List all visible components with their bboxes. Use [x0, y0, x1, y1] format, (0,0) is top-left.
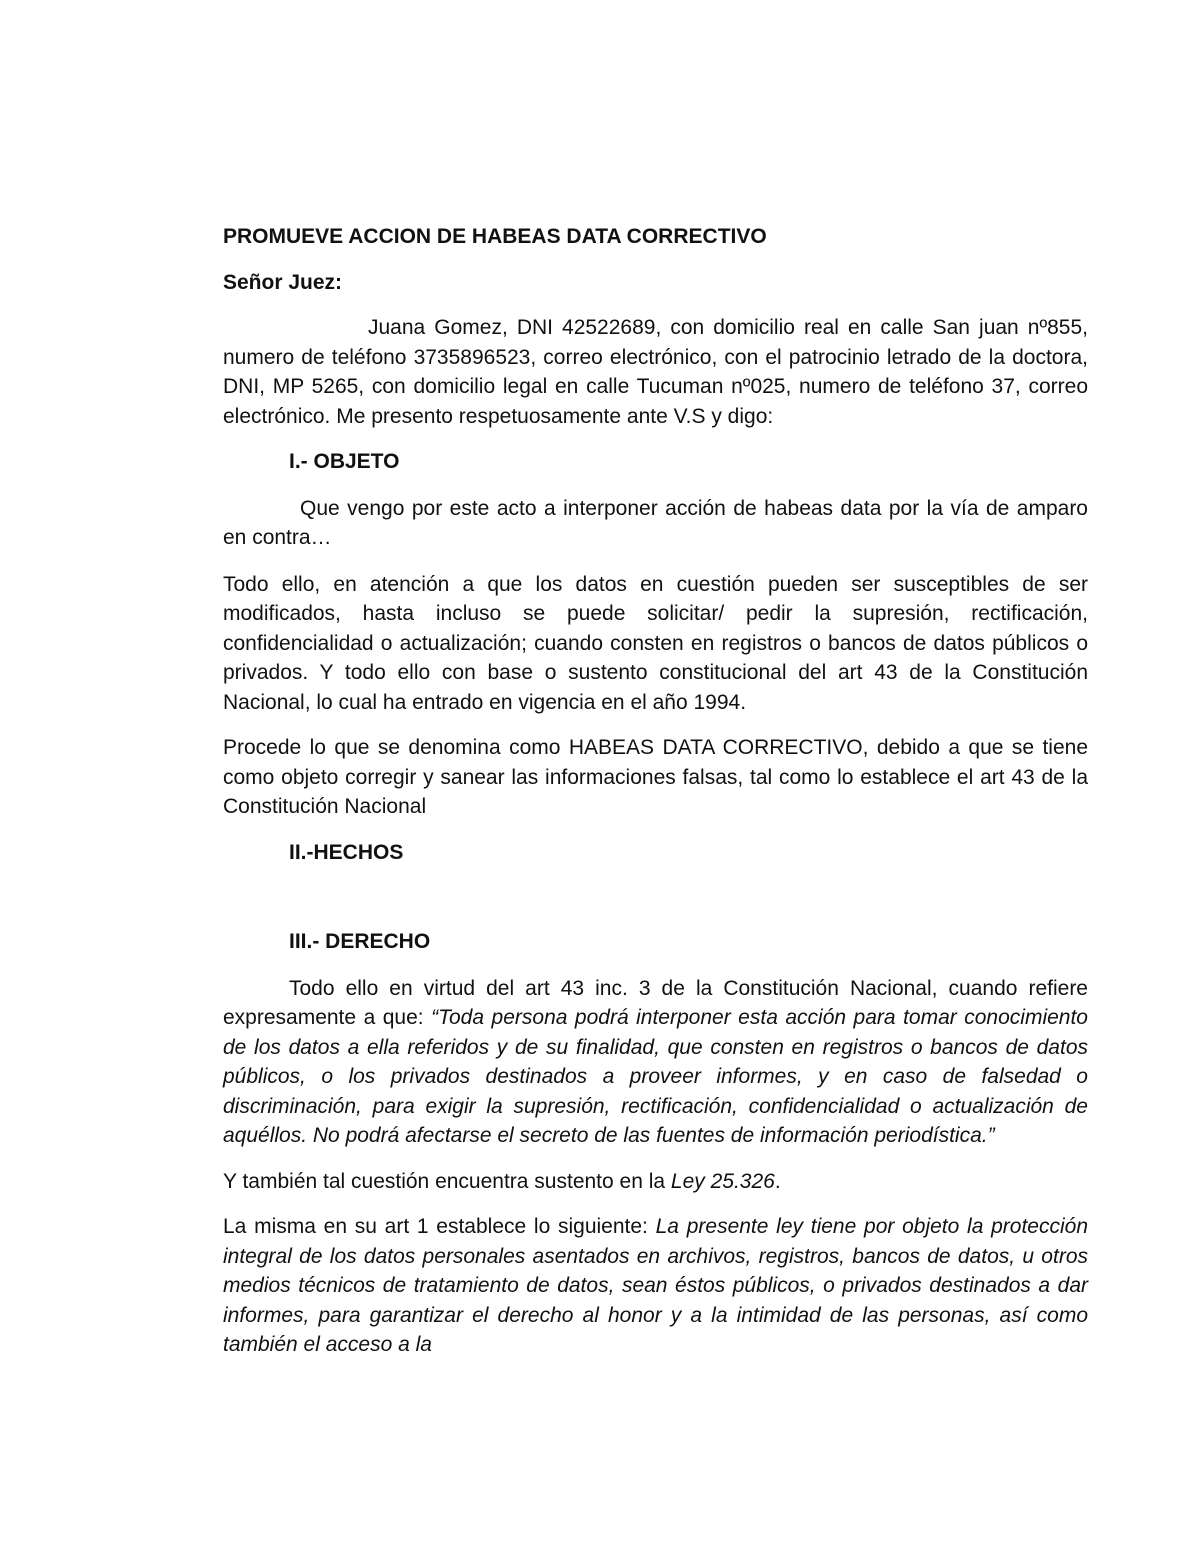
section-heading-objeto: I.- OBJETO	[289, 450, 400, 473]
section-heading-hechos: II.-HECHOS	[289, 840, 404, 864]
law-article-quote: La presente ley tiene por objeto la protección integral de los datos personales asentados en archivos, registros, bancos de datos, u otros medios técnicos de tratamiento de datos, sean éstos públicos, o privados destinados a dar informes, para garantizar el derecho al honor y a la intimidad de las personas, así como también el acceso a la	[223, 1215, 1089, 1356]
derecho-paragraph-3-lead: La misma en su art 1 establece lo siguiente:	[223, 1215, 656, 1238]
derecho-paragraph-3	[223, 1212, 1088, 1360]
salutation: Señor Juez:	[223, 270, 343, 294]
objeto-paragraph-2: Todo ello, en atención a que los datos en cuestión pueden ser susceptibles de ser modificados, hasta incluso se puede solicitar/ pedir la supresión, rectificación, confidencialidad o actualización; cuando consten en registros o bancos de datos públicos o privados. Y todo ello con base o sustento constitucional del art 43 de la Constitución Nacional, lo cual ha entrado en vigencia en el año 1994.	[223, 572, 1088, 714]
derecho-paragraph-2-lead: Y también tal cuestión encuentra sustento en la	[223, 1169, 671, 1193]
document-title: PROMUEVE ACCION DE HABEAS DATA CORRECTIVO	[223, 225, 767, 248]
objeto-paragraph-1: Que vengo por este acto a interponer acción de habeas data por la vía de amparo en contra…	[223, 496, 1088, 549]
objeto-paragraph-3: Procede lo que se denomina como HABEAS DATA CORRECTIVO, debido a que se tiene como objeto corregir y sanear las informaciones falsas, tal como lo establece el art 43 de la Constitución Nacional	[223, 736, 1088, 818]
section-heading-derecho: III.- DERECHO	[289, 930, 431, 953]
derecho-paragraph-1	[223, 974, 1088, 1151]
derecho-paragraph-2	[223, 1167, 1088, 1197]
derecho-paragraph-2-end: .	[774, 1169, 781, 1193]
derecho-paragraph-1-lead: Todo ello en virtud del art 43 inc. 3 de la Constitución Nacional, cuando refiere expresamente a que:	[223, 976, 1088, 1029]
law-reference: Ley 25.326	[670, 1169, 775, 1193]
intro-paragraph: Juana Gomez, DNI 42522689, con domicilio real en calle San juan nº855, numero de teléfono 3735896523, correo electrónico, con el patrocinio letrado de la doctora, DNI, MP 5265, con domicilio legal en calle Tucuman nº025, numero de teléfono 37, correo electrónico. Me presento respetuosamente ante V.S y digo:	[223, 316, 1088, 428]
document-body	[223, 222, 1088, 1360]
constitution-quote: “Toda persona podrá interponer esta acción para tomar conocimiento de los datos a ella referidos y de su finalidad, que consten en registros o bancos de datos públicos, o los privados destinados a proveer informes, y en caso de falsedad o discriminación, para exigir la supresión, rectificación, confidencialidad o actualización de aquéllos. No podrá afectarse el secreto de las fuentes de información periodística.”	[223, 1006, 1088, 1147]
